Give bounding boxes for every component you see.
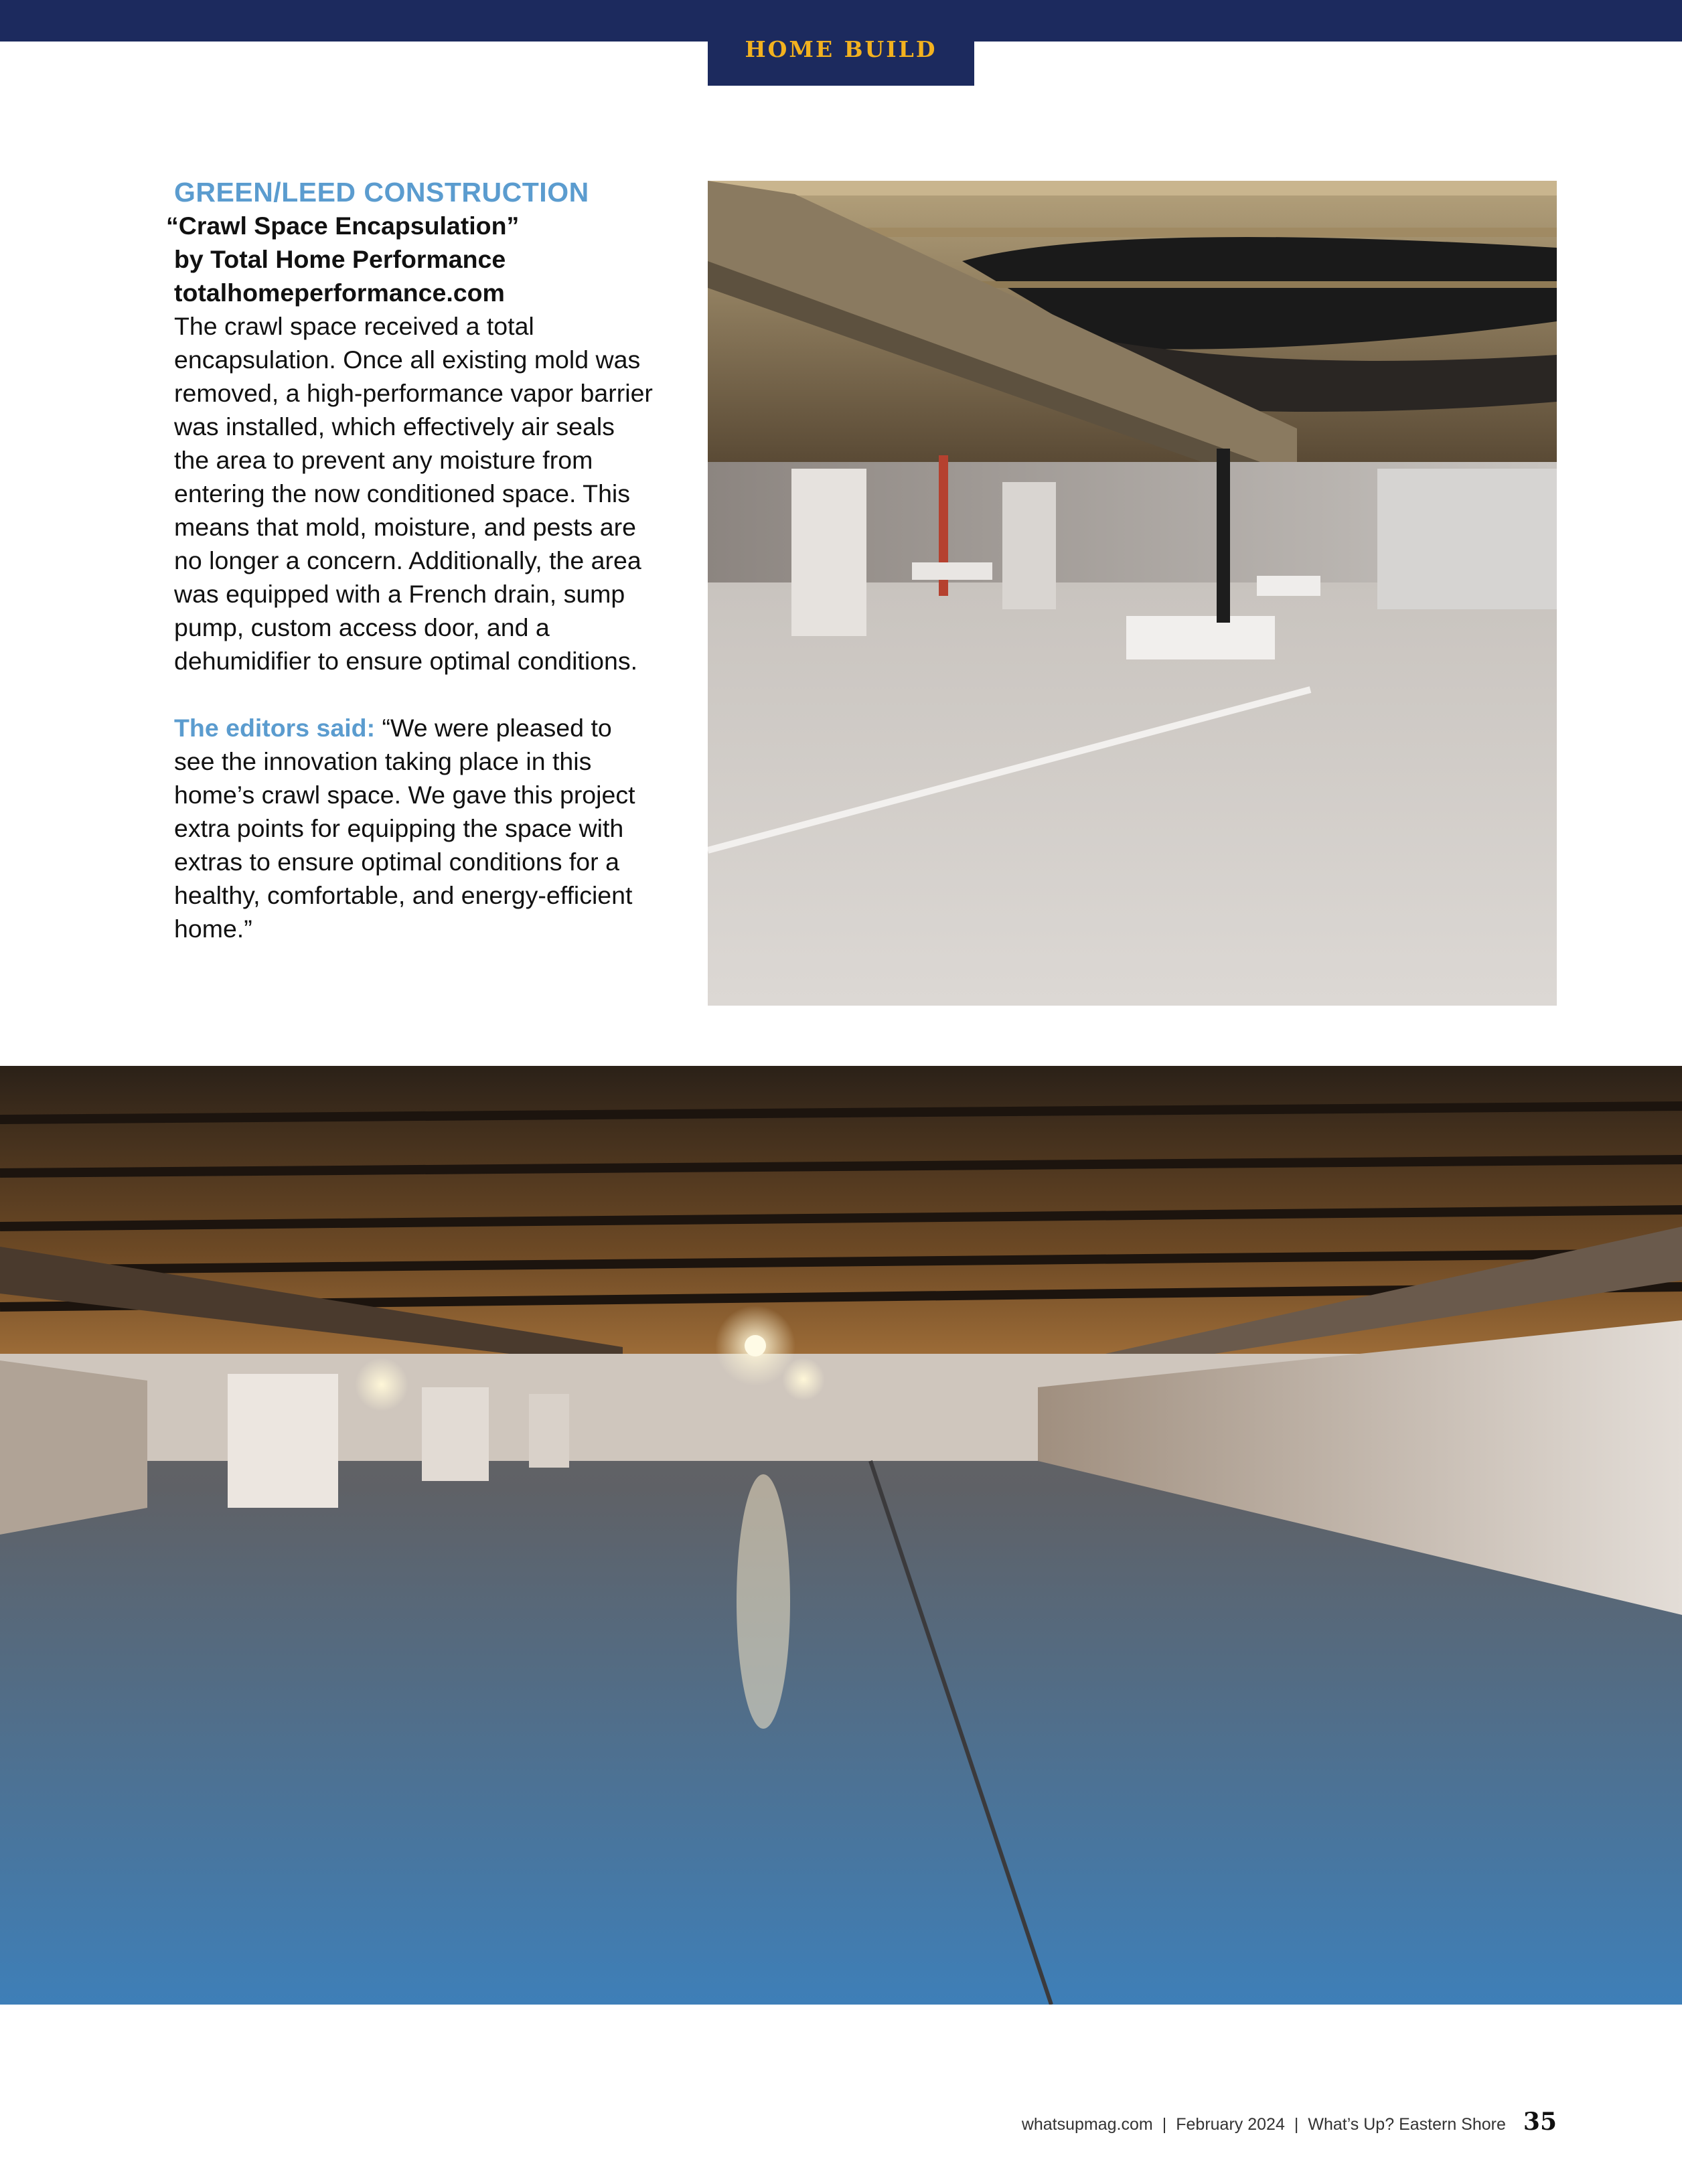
crawl-space-image-2 — [0, 1066, 1682, 2005]
website-link[interactable]: totalhomeperformance.com — [174, 279, 505, 307]
footer-publication: What’s Up? Eastern Shore — [1308, 2115, 1506, 2134]
editors-label: The editors said: — [174, 714, 376, 742]
section-tab — [708, 0, 974, 86]
project-title: “Crawl Space Encapsulation” — [166, 212, 520, 240]
page-number: 35 — [1523, 2108, 1557, 2136]
article-column — [166, 175, 656, 945]
footer-divider: | — [1162, 2115, 1167, 2134]
crawl-space-photo-1 — [708, 181, 1557, 1006]
footer-issue: February 2024 — [1176, 2115, 1285, 2134]
footer-divider: | — [1294, 2115, 1299, 2134]
category-heading: GREEN/LEED CONSTRUCTION — [174, 177, 589, 208]
editors-comment — [174, 711, 656, 945]
editors-quote: “We were pleased to see the innovation taking place in this home’s crawl space. We gave this project extra points for equipping the space with extras to ensure optimal conditions for a healthy, comfortable, and energy-efficient home.” — [174, 714, 635, 943]
crawl-space-photo-2 — [0, 1066, 1682, 2005]
section-label: HOME BUILD — [745, 35, 937, 62]
crawl-space-image-1 — [708, 181, 1557, 1006]
byline: by Total Home Performance — [174, 245, 506, 273]
footer-site[interactable]: whatsupmag.com — [1021, 2115, 1153, 2134]
page-footer — [1022, 2108, 1557, 2136]
article-body: The crawl space received a total encapsulation. Once all existing mold was removed, a high-performance vapor barrier was installed, which effectively air seals the area to prevent any moisture from entering the now conditioned space. This means that mold, moisture, and pests are no longer a concern. Additionally, the area was equipped with a French drain, sump pump, custom access door, and a dehumidifier to ensure optimal conditions. — [174, 312, 653, 675]
